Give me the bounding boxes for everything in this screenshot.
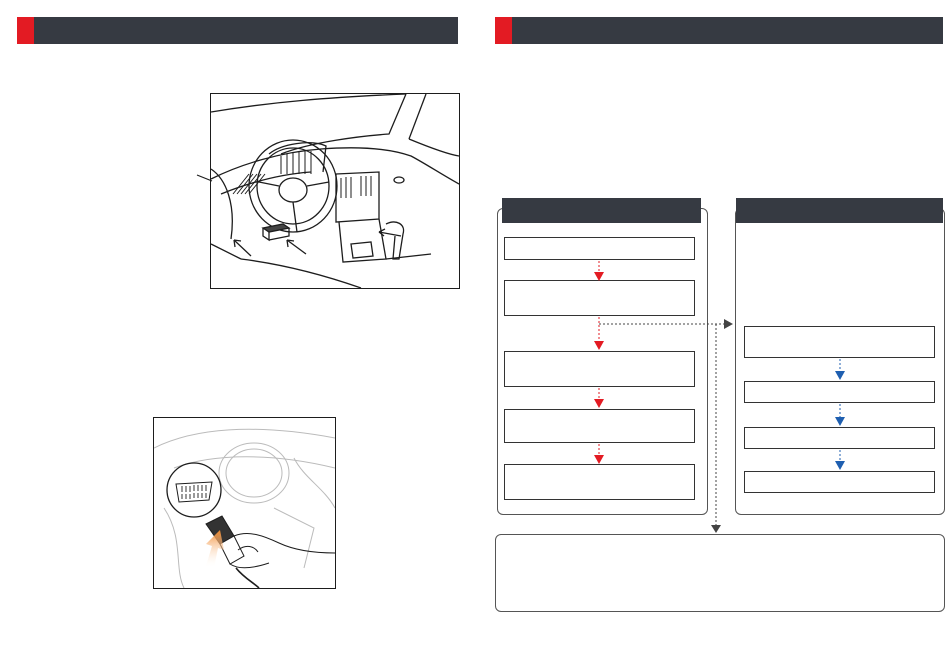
header-accent xyxy=(17,17,34,44)
left-step-4 xyxy=(504,409,695,443)
note-box xyxy=(495,534,945,612)
left-section-header xyxy=(17,17,458,44)
right-step-4 xyxy=(744,471,935,493)
connector-illustration xyxy=(153,417,336,589)
right-flow-panel xyxy=(735,208,945,515)
left-panel-header xyxy=(502,198,701,223)
right-step-2 xyxy=(744,381,935,403)
right-panel-header xyxy=(736,198,943,223)
left-step-5 xyxy=(504,464,695,500)
left-step-3 xyxy=(504,351,695,387)
left-step-2 xyxy=(504,280,695,316)
right-section-header xyxy=(495,17,943,44)
dashboard-illustration xyxy=(210,93,460,289)
right-step-1 xyxy=(744,326,935,358)
right-step-3 xyxy=(744,427,935,449)
left-step-1 xyxy=(504,237,695,260)
header-accent xyxy=(495,17,512,44)
